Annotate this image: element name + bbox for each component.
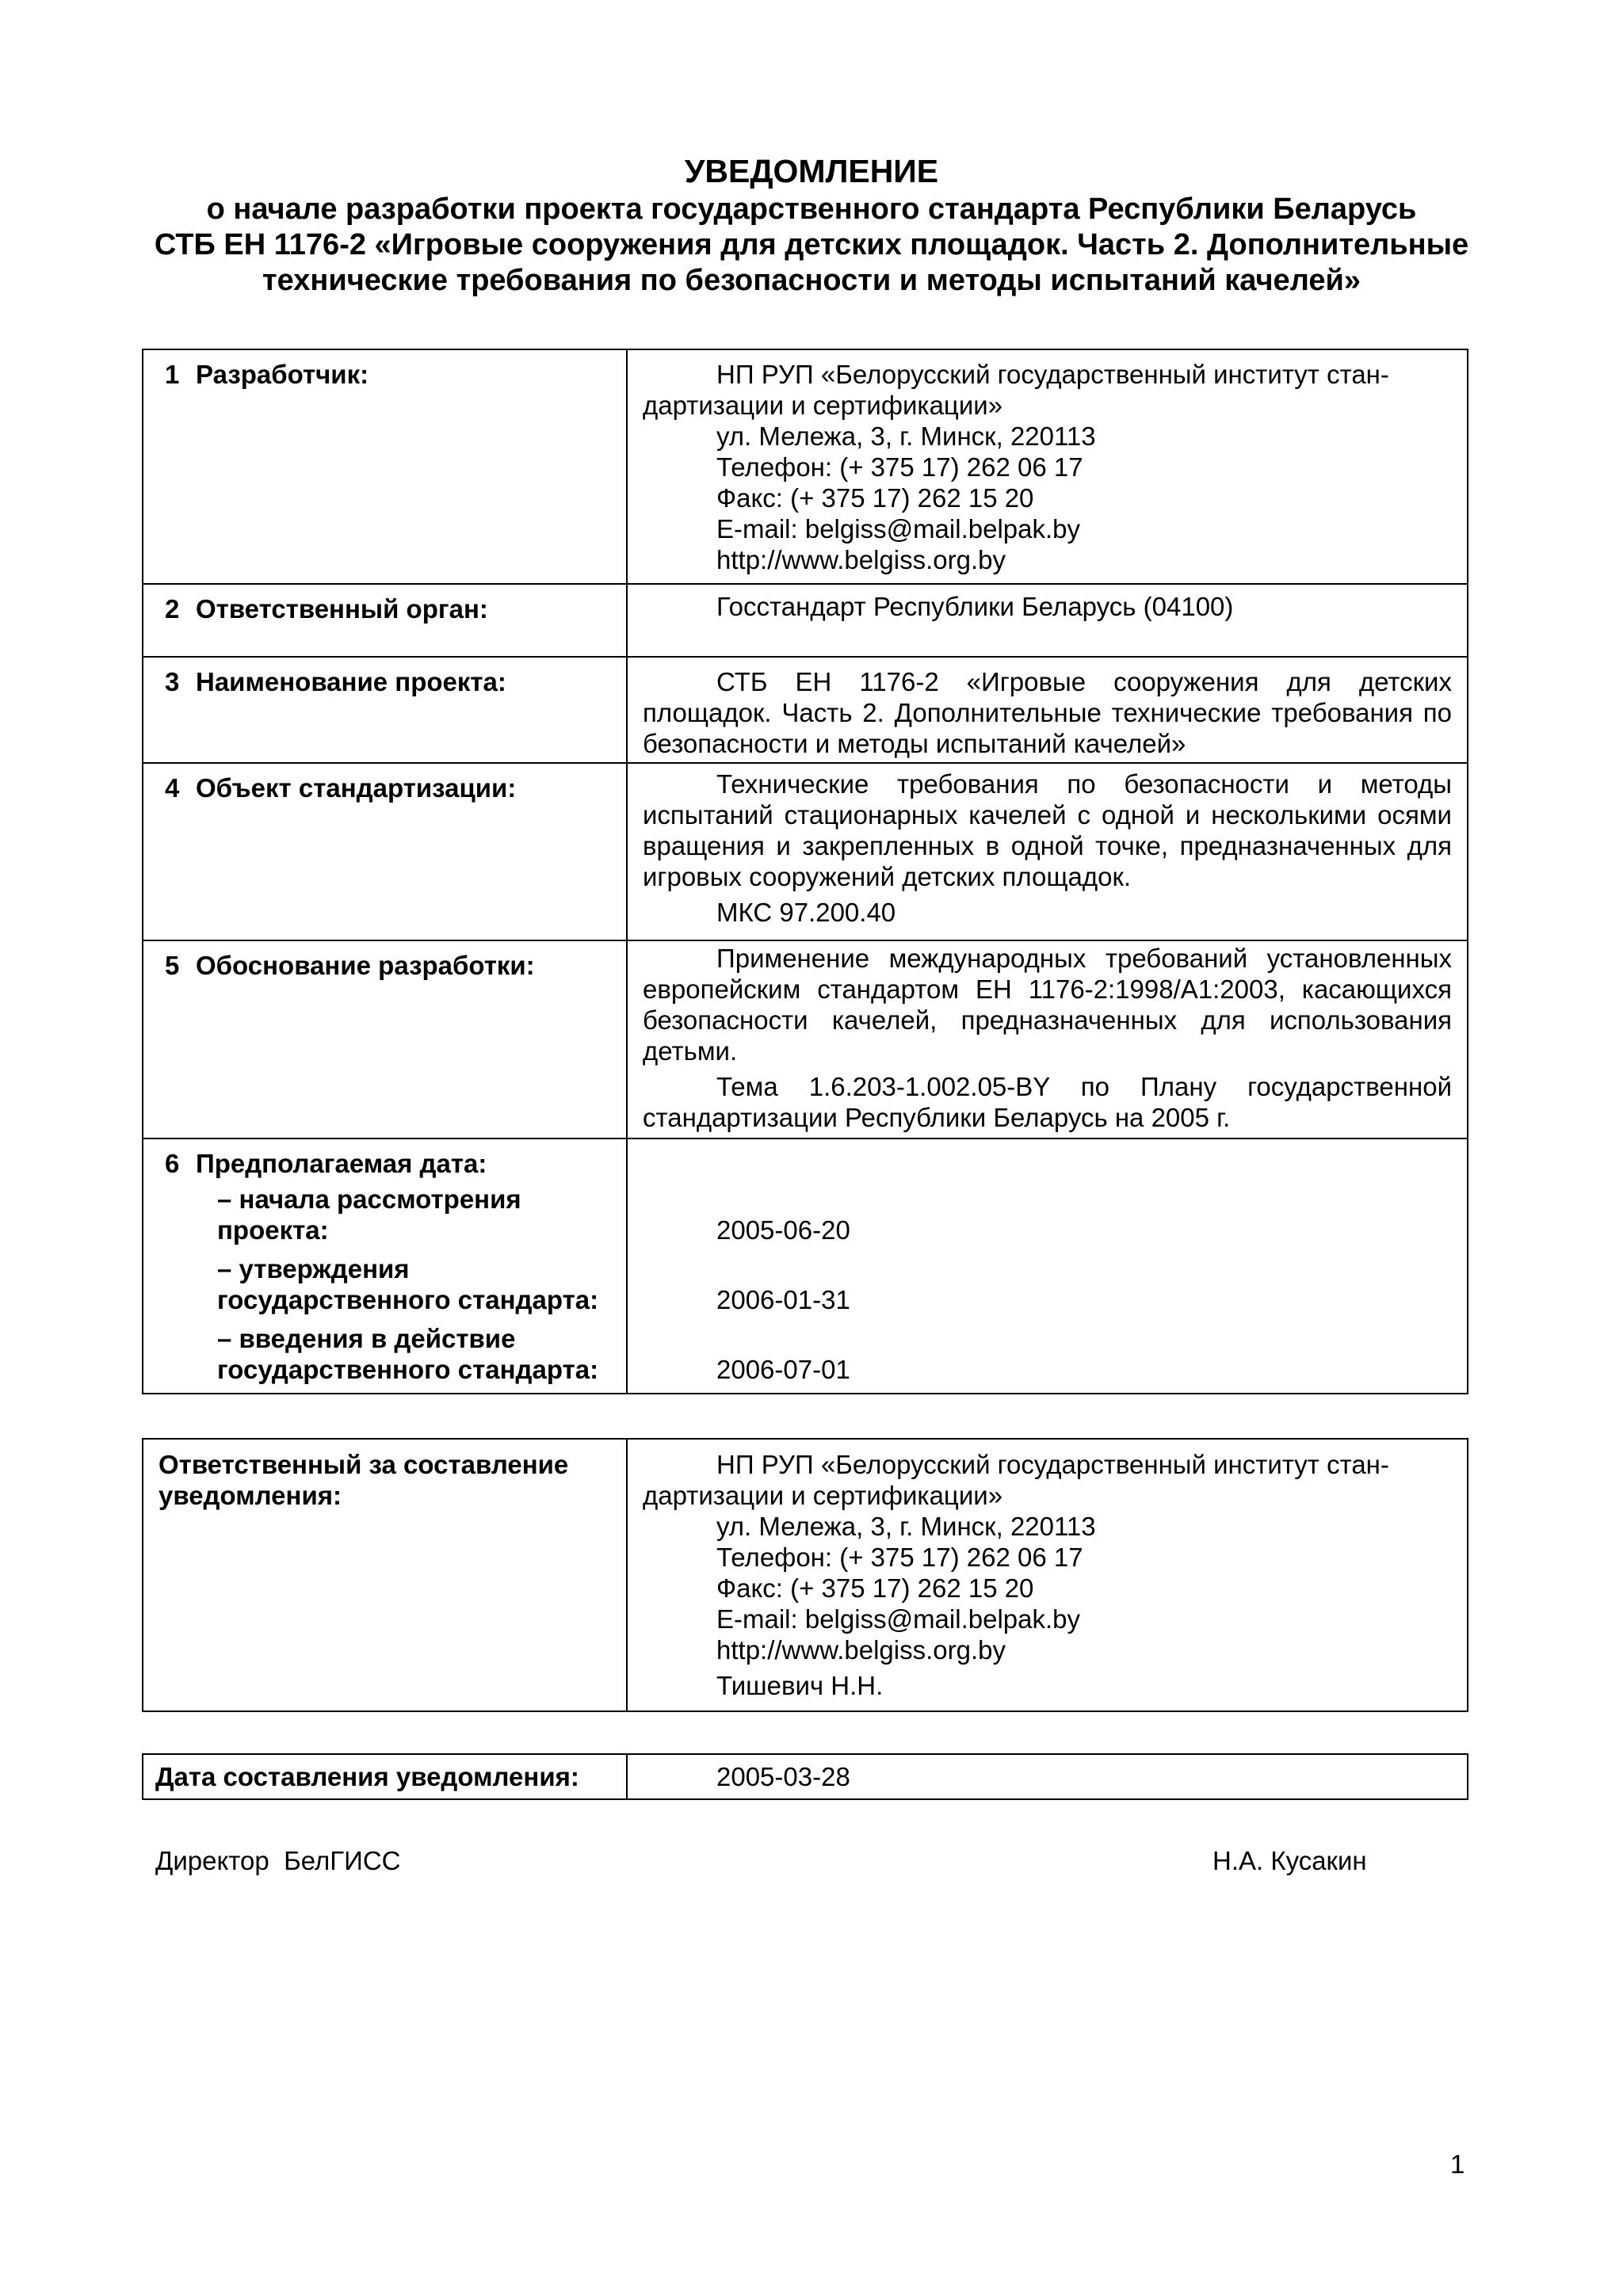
responsible-website: http://www.belgiss.org.by: [716, 1635, 1006, 1665]
developer-website: http://www.belgiss.org.by: [716, 545, 1006, 574]
responsible-person-name: Тишевич Н.Н.: [716, 1671, 884, 1700]
responsible-body-value: Госстандарт Республики Беларусь (04100): [627, 584, 1468, 657]
responsible-email: E-mail: belgiss@mail.belpak.by: [716, 1604, 1081, 1634]
document-subtitle-line-3: технические требования по безопасности и методы испытаний качелей»: [262, 264, 1361, 297]
project-name-value: СТБ ЕН 1176-2 «Игровые сооружения для детских площадок. Часть 2. Дополнительные технические требования по безопасности и методы испытаний качелей»: [627, 657, 1468, 763]
notice-date-value: 2005-03-28: [627, 1754, 1468, 1799]
responsible-phone: Телефон: (+ 375 17) 262 06 17: [716, 1543, 1083, 1572]
row-number: 3: [165, 667, 180, 696]
responsible-fax: Факс: (+ 375 17) 262 15 20: [716, 1573, 1034, 1603]
justification-value: Применение международных требований установленных европейским стандартом ЕН 1176-2:1998/А1:2003, касающихся безопасности качелей, предназначенных для использования детьми.: [643, 944, 1452, 1066]
date-table: [142, 1753, 1468, 1800]
date-review-start: 2005-06-20: [716, 1215, 850, 1245]
row-label: Объект стандартизации:: [196, 773, 517, 803]
developer-phone: Телефон: (+ 375 17) 262 06 17: [716, 452, 1083, 482]
justification-topic: Тема 1.6.203-1.002.05-BY по Плану государственной стандартизации Республики Беларусь на 2005 г.: [643, 1072, 1452, 1132]
developer-line: НП РУП «Белорусский государственный институт стан-: [716, 360, 1389, 389]
page-number: 1: [1450, 2149, 1465, 2179]
responsible-line: НП РУП «Белорусский государственный институт стан-: [716, 1450, 1389, 1479]
responsible-table: [142, 1438, 1468, 1712]
notice-date-label: Дата составления уведомления:: [143, 1754, 627, 1799]
row-number: 1: [165, 360, 180, 389]
developer-details: [627, 349, 1468, 584]
developer-line: дартизации и сертификации»: [643, 391, 1003, 420]
table-row-responsible-body: [143, 584, 1468, 657]
table-row-notice-date: [143, 1754, 1468, 1799]
row-label: Разработчик:: [196, 360, 369, 389]
document-title: УВЕДОМЛЕНИЕ: [684, 153, 939, 189]
date-approval: 2006-01-31: [716, 1285, 850, 1314]
row-number: 5: [165, 951, 180, 980]
table-row-project-name: [143, 657, 1468, 763]
row-label: Наименование проекта:: [196, 667, 506, 696]
developer-address: ул. Мележа, 3, г. Минск, 220113: [716, 421, 1096, 451]
row-number: 4: [165, 773, 180, 803]
mks-code: МКС 97.200.40: [716, 898, 896, 927]
row-label: Ответственный орган:: [196, 594, 488, 624]
table-row-expected-dates: [143, 1138, 1468, 1394]
responsible-line: дартизации и сертификации»: [643, 1481, 1003, 1510]
developer-email: E-mail: belgiss@mail.belpak.by: [716, 514, 1081, 543]
table-row-responsible-person: [143, 1439, 1468, 1711]
row-label: Предполагаемая дата:: [196, 1149, 487, 1178]
date-label-effective: – введения в действие государственного стандарта:: [217, 1324, 599, 1384]
signature-position: Директор БелГИСС: [155, 1846, 401, 1875]
date-label-approval: – утверждения государственного стандарта:: [217, 1254, 599, 1314]
row-number: 2: [165, 594, 180, 624]
table-row-standardization-object: [143, 763, 1468, 940]
row-label: Обоснование разработки:: [196, 951, 535, 980]
standardization-object-value: Технические требования по безопасности и методы испытаний стационарных качелей с одной и несколькими осями вращения и закрепленных в одной точке, предназначенных для игровых сооружений детских площадок.: [643, 769, 1452, 891]
document-title-block: [0, 151, 1623, 299]
document-subtitle-line-2: СТБ ЕН 1176-2 «Игровые сооружения для детских площадок. Часть 2. Дополнительные: [154, 228, 1469, 261]
date-effective: 2006-07-01: [716, 1355, 850, 1384]
table-row-developer: [143, 349, 1468, 584]
table-row-justification: [143, 940, 1468, 1138]
developer-fax: Факс: (+ 375 17) 262 15 20: [716, 483, 1034, 513]
main-info-table: [142, 349, 1468, 1394]
date-label-review-start: – начала рассмотрения проекта:: [217, 1184, 521, 1245]
row-number: 6: [165, 1149, 180, 1178]
responsible-label: Ответственный за составление уведомления:: [143, 1439, 627, 1711]
document-subtitle-line-1: о начале разработки проекта государственного стандарта Республики Беларусь: [206, 193, 1417, 226]
signature-name: Н.А. Кусакин: [1212, 1846, 1367, 1875]
responsible-address: ул. Мележа, 3, г. Минск, 220113: [716, 1512, 1096, 1541]
